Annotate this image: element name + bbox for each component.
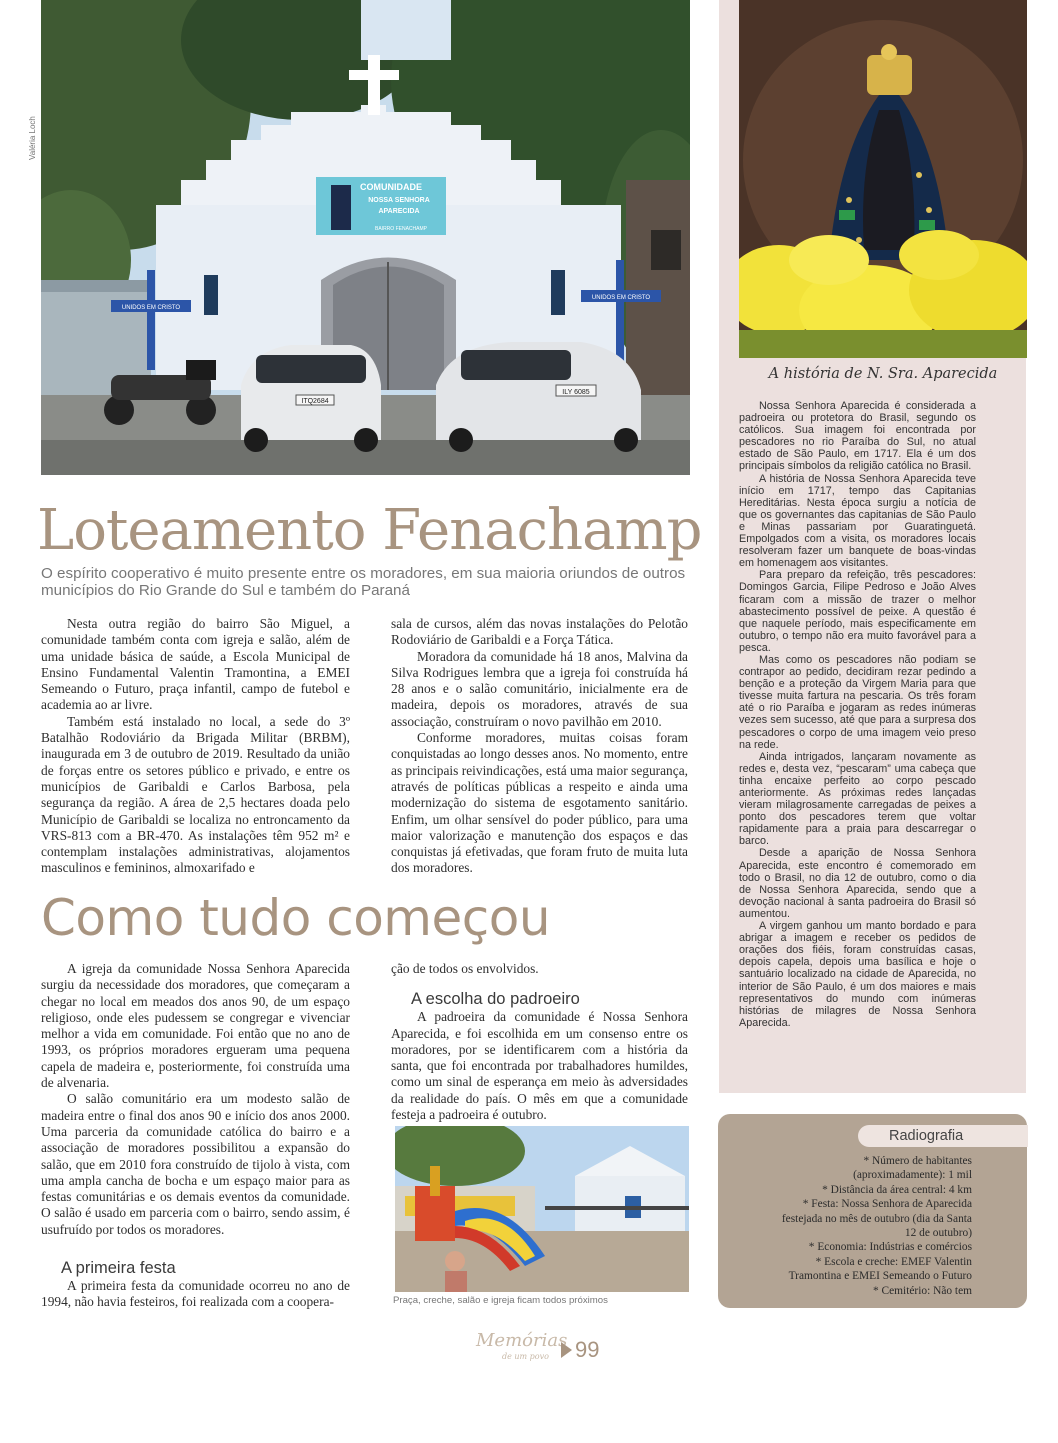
sidebar-paragraph: A história de Nossa Senhora Aparecida teve início em 1717, tempo das Capitanias Hereditárias. Nesta época surgiu a notícia de que os governantes das capitanias de São Paulo e Minas passariam por Guaratinguetá. Empolgados com a visita, os moradores locais resolveram fazer um banquete de boas-vindas em homenagem aos visitantes. <box>739 472 976 570</box>
article2-column1 <box>41 961 350 1311</box>
aparecida-photo <box>739 0 1027 358</box>
sidebar-paragraph: Ainda intrigados, lançaram novamente as redes e, desta vez, “pescaram” uma cabeça que tinha encaixe perfeito ao corpo pescado anteriormente. As próximas redes lançadas vieram milagrosamente carregadas de peixes a ponto dos pescadores terem que voltar rapidamente para a praia para descarregar o barco. <box>739 750 976 848</box>
magazine-logo <box>474 1330 568 1372</box>
sidebar-paragraph: A virgem ganhou um manto bordado e para abrigar a imagem e receber os pedidos de orações dos fiéis, foram construídas casas, depois capela, depois uma basílica e hoje o santuário localizado na cidade de Aparecida, no interior de São Paulo, é um dos maiores e mais representativos do mundo com inúmeras histórias de milagres de Nossa Senhora Aparecida. <box>739 920 976 1029</box>
cross-right-text: UNIDOS EM CRISTO <box>591 295 651 301</box>
sign-line3: APARECIDA <box>378 208 420 215</box>
radiografia-item: * Número de habitantes (aproximadamente): 1 mil <box>853 1155 972 1182</box>
sidebar-text <box>739 400 976 1029</box>
article2-column2 <box>391 961 688 1123</box>
deck: O espírito cooperativo é muito presente entre os moradores, em sua maioria oriundos de outros municípios do Rio Grande do Sul e também do Paraná <box>41 565 686 599</box>
playground-photo <box>395 1126 689 1292</box>
article1-paragraph: Nesta outra região do bairro São Miguel, a comunidade também conta com igreja e salão, além de uma unidade básica de saúde, a Escola Municipal de Ensino Fundamental Valentin Tramontina, a EMEI Semeando o Futuro, praça infantil, campo de futebol e academia ao ar livre. <box>41 616 350 713</box>
sidebar-paragraph: Para preparo da refeição, três pescadores: Domingos Garcia, Filipe Pedroso e João Alves ficaram com a missão de trazer o melhor abastecimento possível de peixe. A questão é que naquele período, mais especificamente em outubro, o tempo não era muito favorável para a pesca. <box>739 569 976 654</box>
radiografia-list <box>772 1154 972 1298</box>
logo-text: Memórias <box>476 1330 568 1351</box>
plate-right: ILY 6085 <box>562 389 590 396</box>
sidebar-paragraph: Mas como os pescadores não podiam se contrapor ao pedido, decidiram rezar pedindo a benção e a proteção da Virgem Maria para que tivesse muita fartura na pescaria. Os três foram até o rio Paraíba e jogaram as redes inúmeras vezes sem sucesso, até que para a surpresa dos pescadores o corpo de uma imagem veio preso na rede. <box>739 653 976 751</box>
article1-column2 <box>391 616 688 877</box>
radiografia-item: * Distância da área central: 4 km <box>822 1183 972 1196</box>
article2-paragraph: ção de todos os envolvidos. <box>391 961 539 976</box>
article1-paragraph: Moradora da comunidade há 18 anos, Malvina da Silva Rodrigues lembra que a igreja foi construída há 28 anos e o salão comunitário, inicialmente era de madeira, depois os moradores, através de sua associação, construíram o novo pavilhão em 2010. <box>391 648 688 729</box>
playground-caption: Praça, creche, salão e igreja ficam todos próximos <box>393 1295 608 1306</box>
radiografia-item: * Economia: Indústrias e comércios <box>808 1241 972 1254</box>
article2-paragraph: A padroeira da comunidade é Nossa Senhora Aparecida, e foi escolhida em um consenso entre os moradores, por se identificarem com a história da santa, que foi encontrada por trabalhadores humildes, como um sinal de esperança em meio às adversidades da realidade do país. O mês em que a comunidade festeja a padroeira é outubro. <box>391 1009 688 1123</box>
article2-paragraph: O salão comunitário era um modesto salão de madeira entre o final dos anos 90 e início dos anos 2000. Uma parceria da comunidade católica do bairro e a associação de moradores possibilitou a expansão do salão, que em 2010 fora construído de tijolo à vista, com uma ampla cancha de bocha e um espaço maior para as festas comunitárias e os demais eventos da comunidade. O salão é usado em parceria com o bairro, sendo assim, é usufruído por todos os moradores. <box>41 1091 350 1237</box>
article1-paragraph: sala de cursos, além das novas instalações do Pelotão Rodoviário de Garibaldi e a Força Tática. <box>391 616 688 648</box>
plate-left: ITQ2684 <box>301 398 329 405</box>
page-arrow-icon <box>561 1342 572 1358</box>
sign-line1: COMUNIDADE <box>360 182 422 192</box>
article2-paragraph: A primeira festa da comunidade ocorreu no ano de 1994, não havia festeiros, foi realizada com a coopera- <box>41 1278 350 1310</box>
subhead-escolha-padroeiro: A escolha do padroeiro <box>411 990 580 1009</box>
sign-line4: BAIRRO FENACHAMP <box>375 226 427 232</box>
church-photo <box>41 0 690 475</box>
page-number: 99 <box>575 1337 600 1362</box>
sidebar-paragraph: Desde a aparição de Nossa Senhora Aparecida, este encontro é comemorado em todo o Brasil, no dia 12 de outubro, como o dia de Nossa Senhora Aparecida, sendo que a devoção nacional à santa padroeira do Brasil só aumentou. <box>739 847 976 920</box>
article1-paragraph: Também está instalado no local, a sede do 3º Batalhão Rodoviário da Brigada Militar (BRBM), inaugurada em 3 de outubro de 2019. Resultado da união de forças entre os setores público e privado, e entre os municípios de Garibaldi e Carlos Barbosa, pela segurança da região. A área de 2,5 hectares doada pelo Município de Garibaldi se localiza no entroncamento da VRS-813 com a BR-470. As instalações têm 952 m² e contemplam instalações administrativas, alojamentos masculinos e femininos, almoxarifado e <box>41 713 350 876</box>
headline: Loteamento Fenachamp <box>37 498 702 563</box>
cross-left-text: UNIDOS EM CRISTO <box>121 305 181 311</box>
radiografia-item: * Cemitério: Não tem <box>872 1284 972 1297</box>
sign-line2: NOSSA SENHORA <box>368 197 430 204</box>
radiografia-item: * Escola e creche: EMEF Valentin Tramontina e EMEI Semeando o Futuro <box>788 1255 972 1283</box>
photo-credit: Valéria Loch <box>28 116 37 160</box>
logo-subtext: de um povo <box>502 1352 549 1361</box>
subhead-first-festa: A primeira festa <box>61 1259 176 1278</box>
section-title: Como tudo começou <box>41 889 551 947</box>
sidebar-caption: A história de N. Sra. Aparecida <box>768 366 998 382</box>
radiografia-item: * Festa: Nossa Senhora de Aparecida festejada no mês de outubro (dia da Santa 12 de outubro) <box>781 1198 972 1240</box>
article2-paragraph: A igreja da comunidade Nossa Senhora Aparecida surgiu da necessidade dos moradores, que começaram a chegar no local em meados dos anos 90, de um espaço religioso, onde eles pudessem se congregar e vivenciar melhor a vida em comunidade. Foi então que no ano de 1993, os próprios moradores ergueram uma pequena capela de madeira e, posteriormente, foi construída uma de alvenaria. <box>41 961 350 1091</box>
article1-paragraph: Conforme moradores, muitas coisas foram conquistadas ao longo desses anos. No momento, entre as principais reivindicações, está uma maior segurança, através de políticas públicas a respeito e ainda uma modernização do sistema de esgotamento sanitário. Enfim, um olhar sensível do poder público, para uma maior valorização e manutenção dos espaços e das conquistas já efetivadas, que foram fruto de muita luta dos moradores. <box>391 730 688 876</box>
radiografia-title: Radiografia <box>858 1125 1028 1147</box>
sidebar-paragraph: Nossa Senhora Aparecida é considerada a padroeira ou protetora do Brasil, segundo os católicos. Sua imagem foi encontrada por pescadores no rio Paraíba do Sul, no atual estado de São Paulo, em 1717. Ela é um dos principais símbolos da religião católica no Brasil. <box>739 400 976 473</box>
article1-column1 <box>41 616 350 877</box>
